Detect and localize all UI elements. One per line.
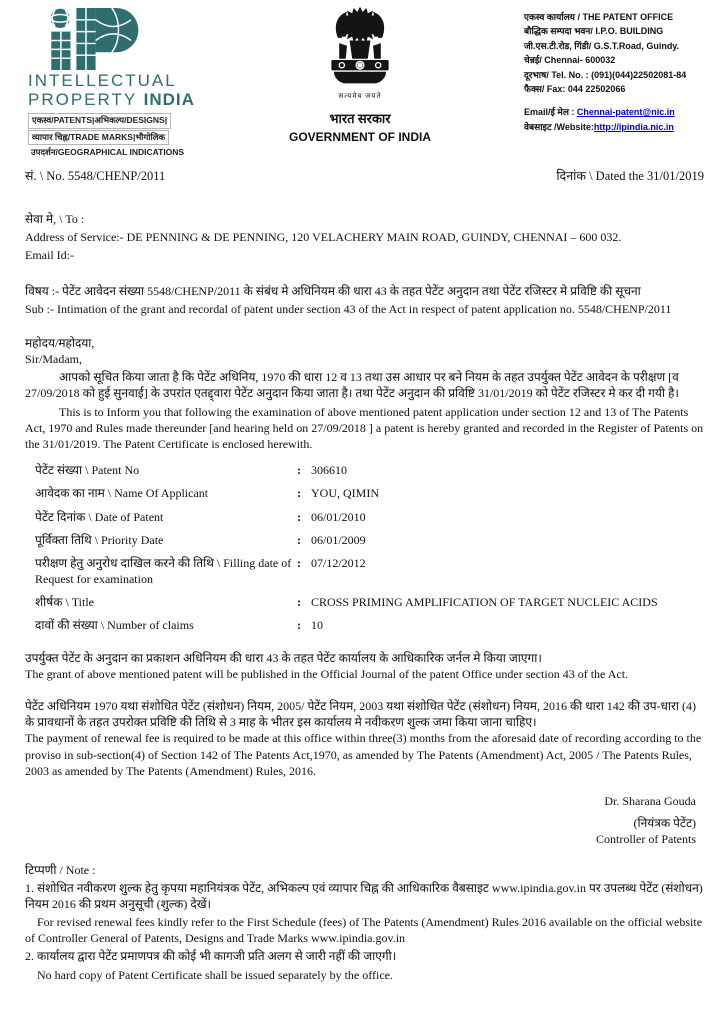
logo-title-line2: PROPERTY INDIA bbox=[28, 89, 195, 109]
office-fax: फैक्स/ Fax: 044 22502066 bbox=[524, 83, 626, 94]
govt-of-india-hindi: भारत सरकार bbox=[329, 110, 391, 126]
email-id-label: Email Id:- bbox=[25, 248, 74, 263]
office-name: एकस्व कार्यालय / THE PATENT OFFICE bbox=[524, 12, 674, 22]
salutation-hindi: महोदय/महोदया, bbox=[25, 335, 95, 350]
ip-india-logo-block bbox=[28, 8, 264, 161]
patent-details-table bbox=[35, 462, 704, 634]
note-2-hindi: 2. कार्यालय द्वारा पेटेंट प्रमाणपत्र की कोई भी कागजी प्रति अलग से जारी नहीं की जाएगी। bbox=[25, 949, 397, 964]
office-phone: दूरभाष/ Tel. No. : (091)(044)22502081-84 bbox=[524, 69, 687, 80]
tagline-gi: उपदर्शन/GEOGRAPHICAL INDICATIONS bbox=[31, 147, 185, 158]
field-label: दावों की संख्या \ Number of claims bbox=[35, 618, 194, 633]
emblem-motto: सत्यमेव जयते bbox=[338, 92, 382, 101]
tagline-patents-designs: एकस्व/PATENTS|अभिकल्प/DESIGNS| bbox=[28, 113, 171, 128]
field-value: 10 bbox=[311, 618, 323, 633]
table-row-applicant-name: आवेदक का नाम \ Name Of Applicant : YOU, QIMIN bbox=[35, 485, 704, 501]
field-value: CROSS PRIMING AMPLIFICATION OF TARGET NUCLEIC ACIDS bbox=[311, 595, 658, 610]
field-label: पेटेंट संख्या \ Patent No bbox=[35, 463, 140, 478]
patent-office-contact-block bbox=[524, 10, 716, 134]
logo-taglines bbox=[28, 113, 264, 160]
table-row-priority-date: पूर्विक्ता तिथि \ Priority Date : 06/01/2009 bbox=[35, 532, 704, 548]
field-value: YOU, QIMIN bbox=[311, 486, 379, 501]
subject-hindi: विषय :- पेटेंट आवेदन संख्या 5548/CHENP/2011 के संबंध मे अधिनियम की धारा 43 के तहत पेटेंट अनुदान तथा पेटेंट रजिस्टर मे प्रविष्टि की सूचना bbox=[25, 284, 641, 299]
to-label: सेवा मे, \ To : bbox=[25, 211, 85, 226]
office-website-row bbox=[524, 120, 716, 134]
field-value: 07/12/2012 bbox=[311, 555, 366, 570]
tagline-trademarks: व्यापार चिह्न/TRADE MARKS|भौगोलिक bbox=[28, 130, 169, 145]
website-label: वेबसाइट /Website: bbox=[524, 121, 594, 132]
grant-paragraph-english: This is to Inform you that following the examination of above mentioned patent application under section 12 and 13 of The Patents Act, 1970 and Rules made thereunder [and hearing held on 27/09/2018 ] a patent is hereby granted and recorded in the Register of Patents on the 31/01/2019. The Patent Certificate is enclosed herewith. bbox=[25, 404, 704, 451]
letter-date: दिनांक \ Dated the 31/01/2019 bbox=[556, 169, 704, 183]
reference-row bbox=[25, 168, 704, 185]
salutation-english: Sir/Madam, bbox=[25, 352, 82, 366]
logo-title-line1: INTELLECTUAL bbox=[28, 71, 177, 90]
note-1-english: For revised renewal fees kindly refer to the First Schedule (fees) of The Patents (Amendment) Rules 2016 available on the official website of Controller General of Patents, Designs and Trade Marks www.ipindia.gov.in bbox=[25, 915, 703, 946]
notes-heading: टिप्पणी / Note : bbox=[25, 862, 96, 877]
subject-english: Sub :- Intimation of the grant and recordal of patent under section 43 of the Act in respect of patent application no. 5548/CHENP/2011 bbox=[25, 301, 672, 316]
table-row-patent-no: पेटेंट संख्या \ Patent No : 306610 bbox=[35, 462, 704, 478]
publication-hindi: उपर्युक्त पेटेंट के अनुदान का प्रकाशन अधिनियम की धारा 43 के तहत पेटेंट कार्यालय के आधिकारिक जर्नल मे किया जाएगा। bbox=[25, 650, 542, 665]
field-label: पेटेंट दिनांक \ Date of Patent bbox=[35, 509, 164, 524]
signatory-title-hindi: (नियंत्रक पेटेंट) bbox=[633, 816, 696, 831]
govt-of-india-english: GOVERNMENT OF INDIA bbox=[288, 130, 431, 145]
signatory-name: Dr. Sharana Gouda bbox=[604, 793, 696, 808]
salutation-block bbox=[25, 335, 704, 367]
ashoka-emblem-icon bbox=[321, 4, 399, 90]
letterhead bbox=[0, 0, 720, 158]
table-row-number-of-claims: दावों की संख्या \ Number of claims : 10 bbox=[35, 617, 704, 633]
field-label: आवेदक का नाम \ Name Of Applicant bbox=[35, 486, 209, 501]
field-value: 06/01/2010 bbox=[311, 509, 366, 524]
renewal-hindi: पेटेंट अधिनियम 1970 यथा संशोधित पेटेंट (संशोधन) नियम, 2005/ पेटेंट नियम, 2003 यथा संशोधित पेटेंट (संशोधन) नियम, 2016 की धारा 142 की उप-धारा (4) के प्रावधानों के तहत उपरोक्त प्रविष्टि की तिथि से 3 माह के भीतर इस कार्यालय मे नवीकरण शुल्क जमा किया जाना चाहिए। bbox=[25, 699, 697, 730]
note-1-hindi: 1. संशोधित नवीकरण शुल्क हेतु कृपया महानियंत्रक पेटेंट, अभिकल्प एवं व्यापार चिह्न की आधिकारिक वैबसाइट www.ipindia.gov.in पर उपलब्ध पेटेंट (संशोधन) नियम 2016 की प्रथम अनुसूची (शुल्क) देखें। bbox=[25, 880, 703, 911]
address-of-service: Address of Service:- DE PENNING & DE PENNING, 120 VELACHERY MAIN ROAD, GUINDY, CHENNAI – 600 032. bbox=[25, 230, 622, 245]
field-label: परीक्षण हेतु अनुरोध दाखिल करने की तिथि \ Filling date of Request for examination bbox=[35, 555, 292, 587]
signatory-title-english: Controller of Patents bbox=[596, 832, 696, 847]
field-value: 306610 bbox=[311, 463, 347, 478]
addressee-block bbox=[25, 211, 704, 264]
table-row-request-examination-date: परीक्षण हेतु अनुरोध दाखिल करने की तिथि \ Filling date of Request for examination : 07/12/2012 bbox=[35, 555, 704, 587]
table-row-date-of-patent: पेटेंट दिनांक \ Date of Patent : 06/01/2010 bbox=[35, 509, 704, 525]
office-building: बौद्धिक सम्पदा भवन/ I.P.O. BUILDING bbox=[524, 26, 664, 37]
note-2-english: No hard copy of Patent Certificate shall be issued separately by the office. bbox=[37, 967, 393, 982]
grant-paragraph-hindi: आपको सूचित किया जाता है कि पेटेंट अधिनिय, 1970 की धारा 12 व 13 तथा उस आधार पर बने नियम के तहत उपर्युक्त पेटेंट आवेदन के परीक्षण [व 27/09/2018 को हुई सुनवाई] के उपरांत एतद्द्वारा पेटेंट अनुदान किया जाता है। तथा पेटेंट अनुदान की प्रविष्टि 31/01/2019 को पेटेंट रजिस्टर मे कर दी गयी है। bbox=[25, 370, 679, 401]
publication-paragraph bbox=[25, 650, 704, 682]
national-emblem-block bbox=[280, 4, 440, 145]
email-link[interactable]: Chennai-patent@nic.in bbox=[576, 107, 675, 118]
office-email-row bbox=[524, 105, 716, 119]
notes-block bbox=[25, 862, 704, 983]
subject-block bbox=[25, 283, 704, 316]
ip-india-logo-icon bbox=[40, 8, 160, 70]
website-link[interactable]: http://ipindia.nic.in bbox=[593, 121, 674, 132]
logo-title bbox=[28, 72, 264, 109]
signature-block bbox=[25, 793, 704, 848]
table-row-title: शीर्षक \ Title : CROSS PRIMING AMPLIFICATION OF TARGET NUCLEIC ACIDS bbox=[35, 594, 704, 610]
office-road: जी.एस.टी.रोड, गिंडी/ G.S.T.Road, Guindy. bbox=[524, 40, 680, 51]
renewal-fee-paragraph bbox=[25, 698, 704, 779]
field-label: शीर्षक \ Title bbox=[35, 595, 94, 610]
email-label: Email/ई मेल : bbox=[524, 107, 577, 118]
field-value: 06/01/2009 bbox=[311, 532, 366, 547]
reference-number: सं. \ No. 5548/CHENP/2011 bbox=[25, 169, 166, 183]
office-city: चेन्नई/ Chennai- 600032 bbox=[524, 55, 616, 66]
renewal-english: The payment of renewal fee is required to be made at this office within three(3) months from the aforesaid date of recording according to the proviso in sub-section(4) of Section 142 of The Patents Act,1970, as amended by The Patents (Amendment) Act, 2005 / The Patents Rules, 2003 as amended by The Patents (Amendment) Rules, 2016. bbox=[25, 731, 702, 778]
letter-body bbox=[0, 168, 720, 983]
field-label: पूर्विक्ता तिथि \ Priority Date bbox=[35, 532, 164, 547]
publication-english: The grant of above mentioned patent will be published in the Official Journal of the patent Office under section 43 of the Act. bbox=[25, 666, 629, 681]
